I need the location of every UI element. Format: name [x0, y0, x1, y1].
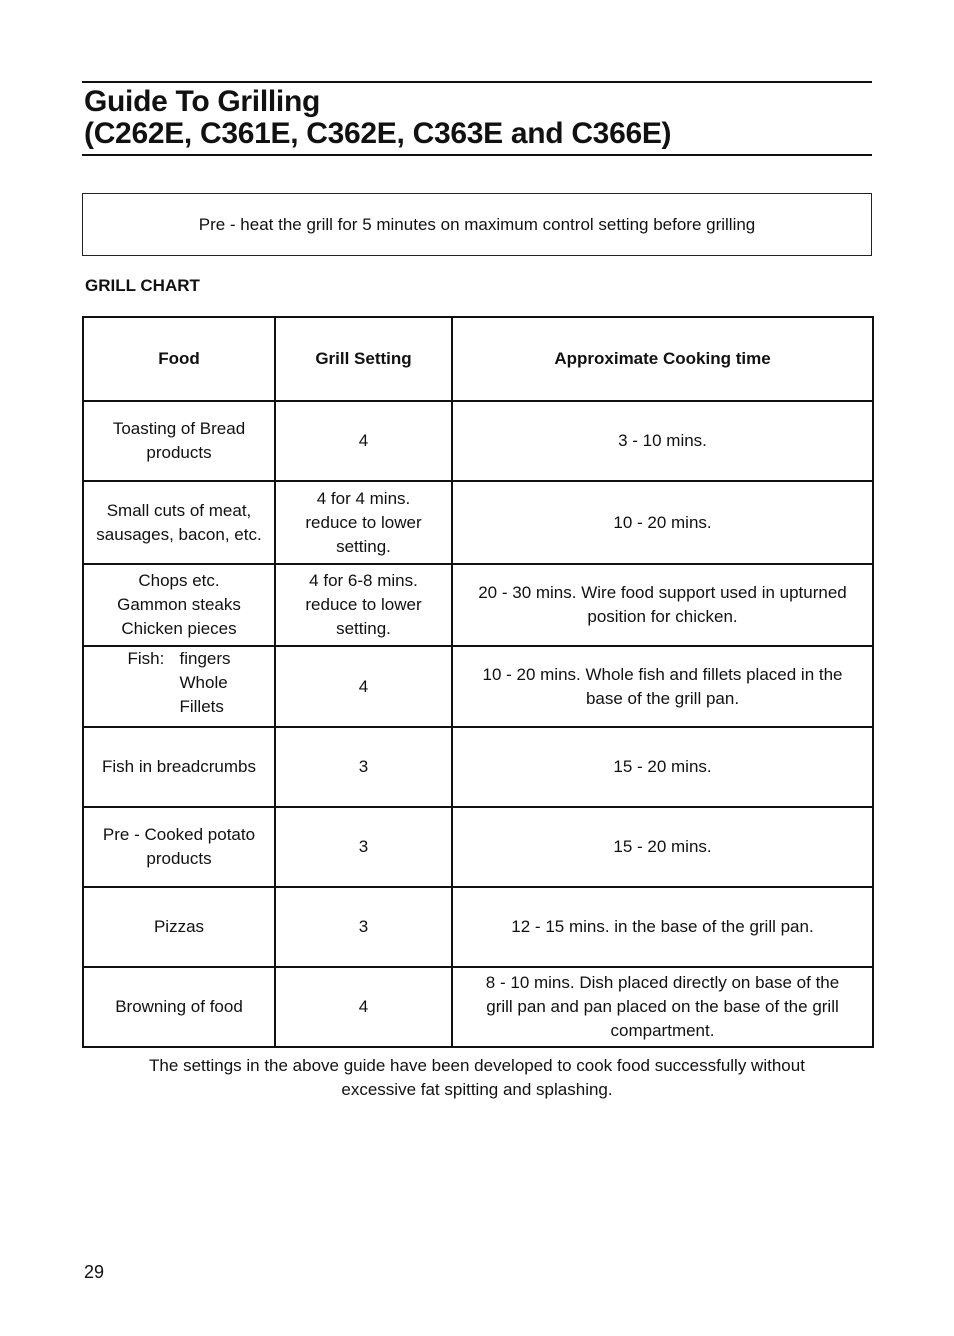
page-title-line1: Guide To Grilling	[84, 85, 320, 118]
time-cell: 20 - 30 mins. Wire food support used in upturned position for chicken.	[452, 564, 873, 646]
food-cell: Chops etc. Gammon steaks Chicken pieces	[83, 564, 275, 646]
food-cell: Browning of food	[83, 967, 275, 1047]
fish-label: Fish:	[127, 649, 165, 668]
title-top-rule	[82, 81, 872, 83]
header-cooking-time: Approximate Cooking time	[452, 317, 873, 401]
time-cell: 8 - 10 mins. Dish placed directly on base of the grill pan and pan placed on the base of the grill compartment.	[452, 967, 873, 1047]
table-row	[83, 887, 873, 967]
setting-cell: 3	[275, 887, 452, 967]
food-cell: Pre - Cooked potato products	[83, 807, 275, 887]
setting-cell: 4	[275, 401, 452, 481]
page-title	[84, 86, 874, 150]
fish-item: Fillets	[179, 697, 224, 716]
time-cell: 12 - 15 mins. in the base of the grill pan.	[452, 887, 873, 967]
setting-cell: 4 for 6-8 mins. reduce to lower setting.	[275, 564, 452, 646]
page-number: 29	[84, 1262, 105, 1282]
table-row	[83, 727, 873, 807]
title-bottom-rule	[82, 154, 872, 156]
setting-cell: 4	[275, 646, 452, 727]
food-cell: Fish in breadcrumbs	[83, 727, 275, 807]
table-row	[83, 481, 873, 564]
setting-cell: 3	[275, 727, 452, 807]
time-cell: 15 - 20 mins.	[452, 807, 873, 887]
grill-chart-table	[82, 316, 874, 1048]
food-cell: Small cuts of meat, sausages, bacon, etc.	[83, 481, 275, 564]
footnote: The settings in the above guide have been developed to cook food successfully without excessive fat spitting and splashing.	[149, 1056, 805, 1099]
fish-item: fingers	[179, 649, 231, 668]
fish-list	[127, 647, 230, 719]
fish-item: Whole	[179, 673, 228, 692]
food-cell: Toasting of Bread products	[83, 401, 275, 481]
page-title-line2: (C262E, C361E, C362E, C363E and C366E)	[84, 117, 672, 150]
preheat-note-box	[82, 193, 872, 256]
setting-cell: 4	[275, 967, 452, 1047]
time-cell: 10 - 20 mins. Whole fish and fillets placed in the base of the grill pan.	[452, 646, 873, 727]
setting-cell: 4 for 4 mins. reduce to lower setting.	[275, 481, 452, 564]
grill-chart-label: GRILL CHART	[85, 276, 200, 295]
preheat-note-text: Pre - heat the grill for 5 minutes on maximum control setting before grilling	[198, 214, 756, 234]
header-grill-setting: Grill Setting	[275, 317, 452, 401]
time-cell: 10 - 20 mins.	[452, 481, 873, 564]
table-row	[83, 646, 873, 727]
table-row	[83, 807, 873, 887]
time-cell: 15 - 20 mins.	[452, 727, 873, 807]
time-cell: 3 - 10 mins.	[452, 401, 873, 481]
table-header-row	[83, 317, 873, 401]
setting-cell: 3	[275, 807, 452, 887]
table-row	[83, 401, 873, 481]
table-row	[83, 564, 873, 646]
header-food: Food	[83, 317, 275, 401]
food-cell: Pizzas	[83, 887, 275, 967]
table-row	[83, 967, 873, 1047]
food-cell	[83, 646, 275, 727]
